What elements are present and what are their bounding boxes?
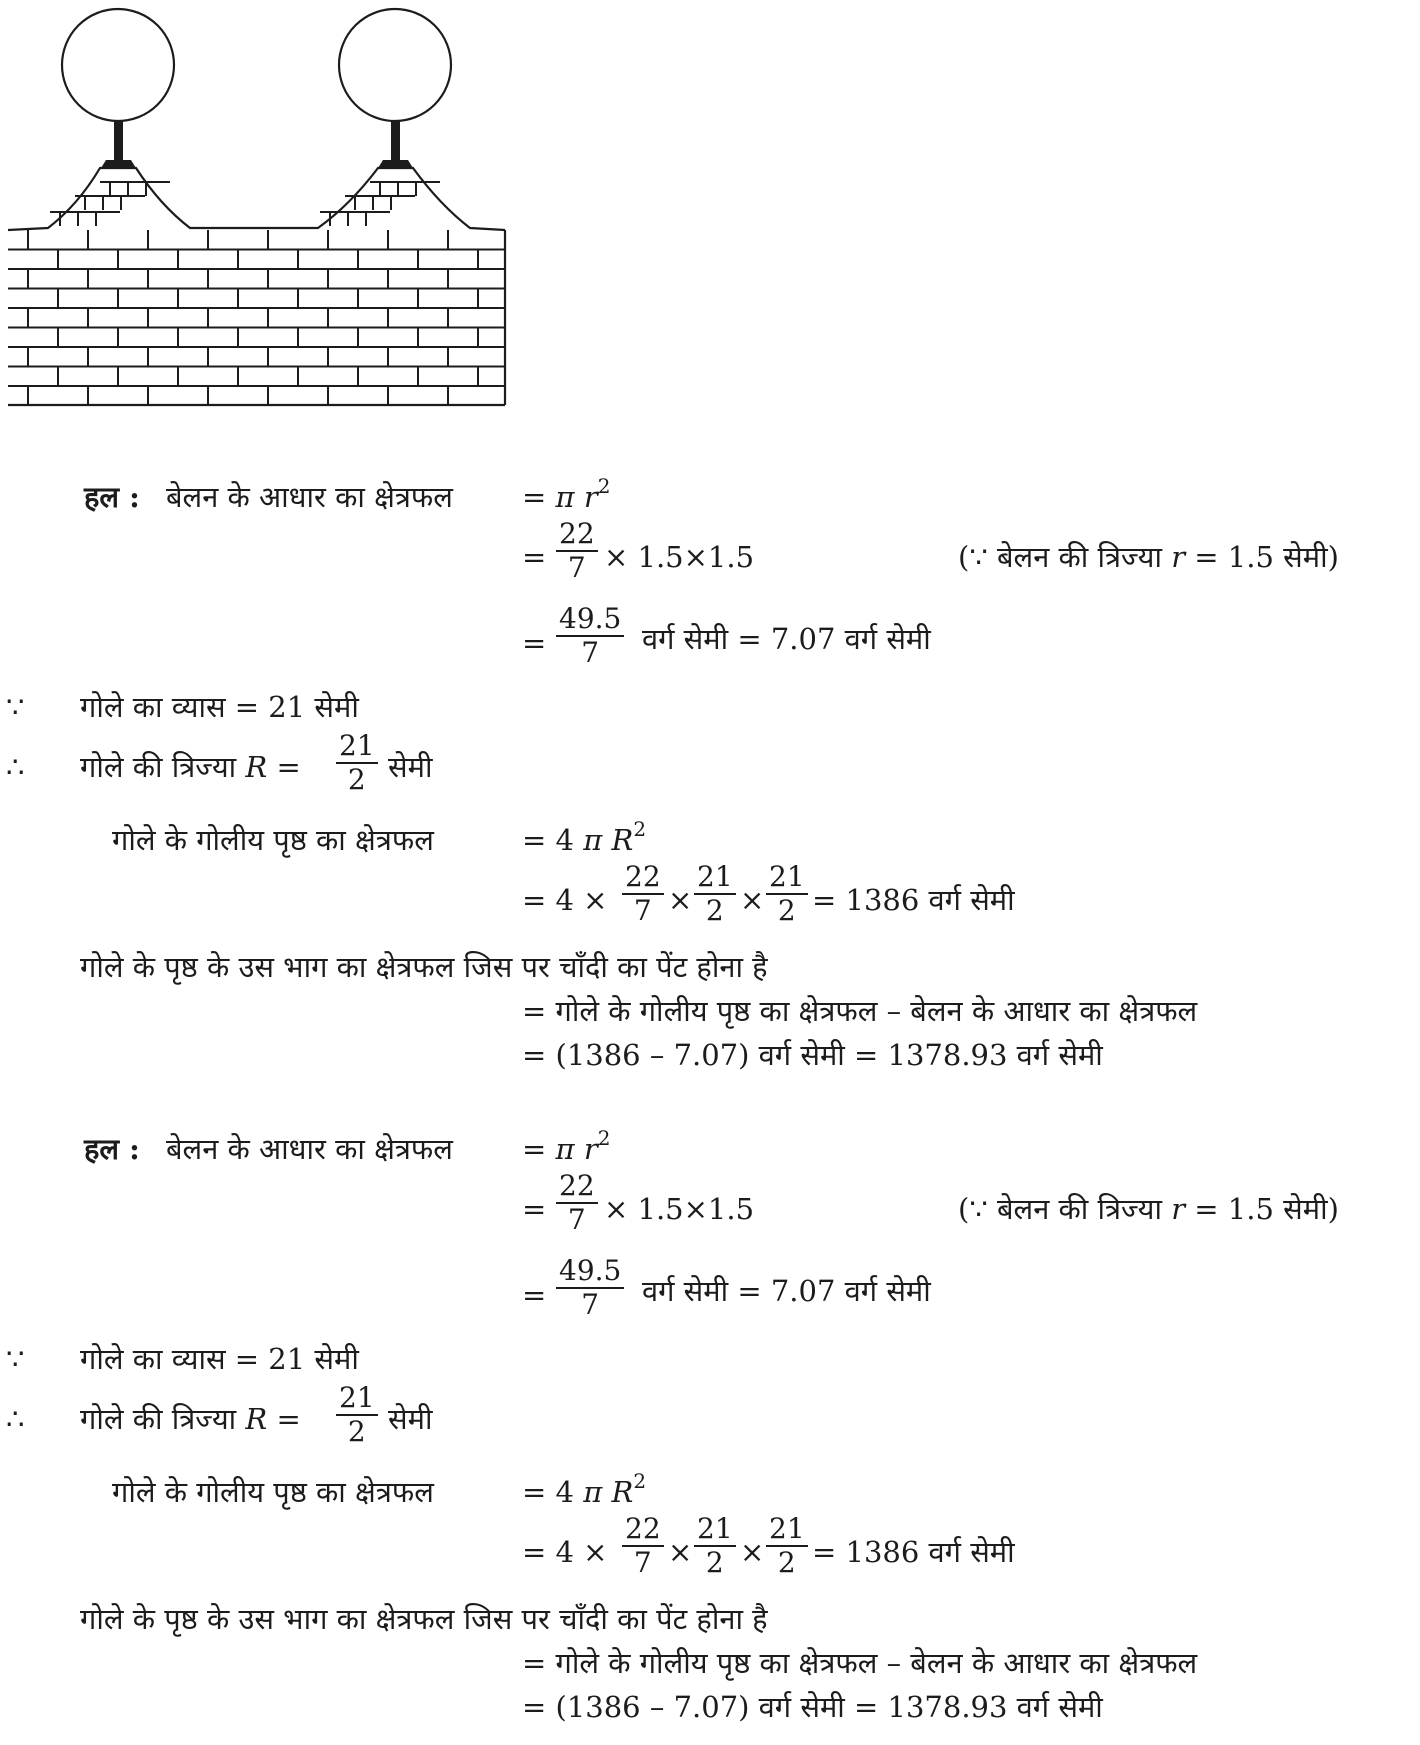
calc-fraction-21-2: $\frac{21}{2}$	[694, 861, 736, 927]
sphere-radius-label: गोले की त्रिज्या R =	[80, 1402, 301, 1436]
equals-sign: =	[522, 1192, 547, 1226]
base-area-label: बेलन के आधार का क्षेत्रफल	[166, 1132, 453, 1166]
calc-fraction-22-7: $\frac{22}{7}$	[622, 1513, 664, 1579]
because-symbol: ∵	[6, 1342, 25, 1376]
sphere-diameter: गोले का व्यास = 21 सेमी	[80, 690, 359, 724]
base-area-result: वर्ग सेमी = 7.07 वर्ग सेमी	[642, 622, 931, 656]
equals-sign: =	[522, 1278, 547, 1312]
radius-unit: सेमी	[388, 1402, 433, 1436]
sphere-surface-formula: = 4 π $R^2$	[522, 817, 647, 857]
fraction-21-2: $\frac{21}{2}$	[336, 730, 378, 796]
sphere-diameter: गोले का व्यास = 21 सेमी	[80, 1342, 359, 1376]
calc-start: = 4 ×	[522, 1535, 608, 1569]
calc-result: = 1386 वर्ग सेमी	[812, 1535, 1015, 1569]
calc-start: = 4 ×	[522, 883, 608, 917]
equals-sign: =	[522, 626, 547, 660]
calc-times: ×	[740, 883, 765, 917]
cylinder-radius-note: (∵ बेलन की त्रिज्या r = 1.5 सेमी)	[958, 1192, 1339, 1226]
calc-fraction-21-2: $\frac{21}{2}$	[766, 1513, 808, 1579]
multiplication-expr: × 1.5×1.5	[604, 1192, 755, 1226]
base-area-formula: = π $r^2$	[522, 1126, 611, 1166]
sphere-radius-label: गोले की त्रिज्या R =	[80, 750, 301, 784]
calc-fraction-21-2: $\frac{21}{2}$	[694, 1513, 736, 1579]
painted-area-label: गोले के पृष्ठ के उस भाग का क्षेत्रफल जिस पर चाँदी का पेंट होना है	[80, 1602, 768, 1636]
therefore-symbol: ∴	[6, 1402, 25, 1436]
solution-label: हल :	[84, 1132, 140, 1166]
base-area-label: बेलन के आधार का क्षेत्रफल	[166, 480, 453, 514]
multiplication-expr: × 1.5×1.5	[604, 540, 755, 574]
cylinder-radius-note: (∵ बेलन की त्रिज्या r = 1.5 सेमी)	[958, 540, 1339, 574]
fraction-49-5-7: $\frac{49.5}{7}$	[556, 603, 624, 669]
calc-fraction-22-7: $\frac{22}{7}$	[622, 861, 664, 927]
sphere-surface-area-label: गोले के गोलीय पृष्ठ का क्षेत्रफल	[112, 823, 434, 857]
calc-times: ×	[668, 1535, 693, 1569]
fraction-22-7: $\frac{22}{7}$	[556, 1170, 598, 1236]
base-area-result: वर्ग सेमी = 7.07 वर्ग सेमी	[642, 1274, 931, 1308]
fraction-21-2: $\frac{21}{2}$	[336, 1382, 378, 1448]
painted-area-formula: = गोले के गोलीय पृष्ठ का क्षेत्रफल – बेलन के आधार का क्षेत्रफल	[522, 1646, 1198, 1680]
solution-block	[0, 652, 1420, 1724]
radius-unit: सेमी	[388, 750, 433, 784]
therefore-symbol: ∴	[6, 750, 25, 784]
calc-times: ×	[740, 1535, 765, 1569]
calc-fraction-21-2: $\frac{21}{2}$	[766, 861, 808, 927]
sphere-surface-formula: = 4 π $R^2$	[522, 1469, 647, 1509]
calc-result: = 1386 वर्ग सेमी	[812, 883, 1015, 917]
fraction-49-5-7: $\frac{49.5}{7}$	[556, 1255, 624, 1321]
painted-area-result: = (1386 – 7.07) वर्ग सेमी = 1378.93 वर्ग सेमी	[522, 1038, 1103, 1072]
because-symbol: ∵	[6, 690, 25, 724]
solution-label: हल :	[84, 480, 140, 514]
calc-times: ×	[668, 883, 693, 917]
fraction-22-7: $\frac{22}{7}$	[556, 518, 598, 584]
painted-area-formula: = गोले के गोलीय पृष्ठ का क्षेत्रफल – बेलन के आधार का क्षेत्रफल	[522, 994, 1198, 1028]
painted-area-result: = (1386 – 7.07) वर्ग सेमी = 1378.93 वर्ग सेमी	[522, 1690, 1103, 1724]
sphere-surface-area-label: गोले के गोलीय पृष्ठ का क्षेत्रफल	[112, 1475, 434, 1509]
equals-sign: =	[522, 540, 547, 574]
painted-area-label: गोले के पृष्ठ के उस भाग का क्षेत्रफल जिस पर चाँदी का पेंट होना है	[80, 950, 768, 984]
base-area-formula: = π $r^2$	[522, 474, 611, 514]
